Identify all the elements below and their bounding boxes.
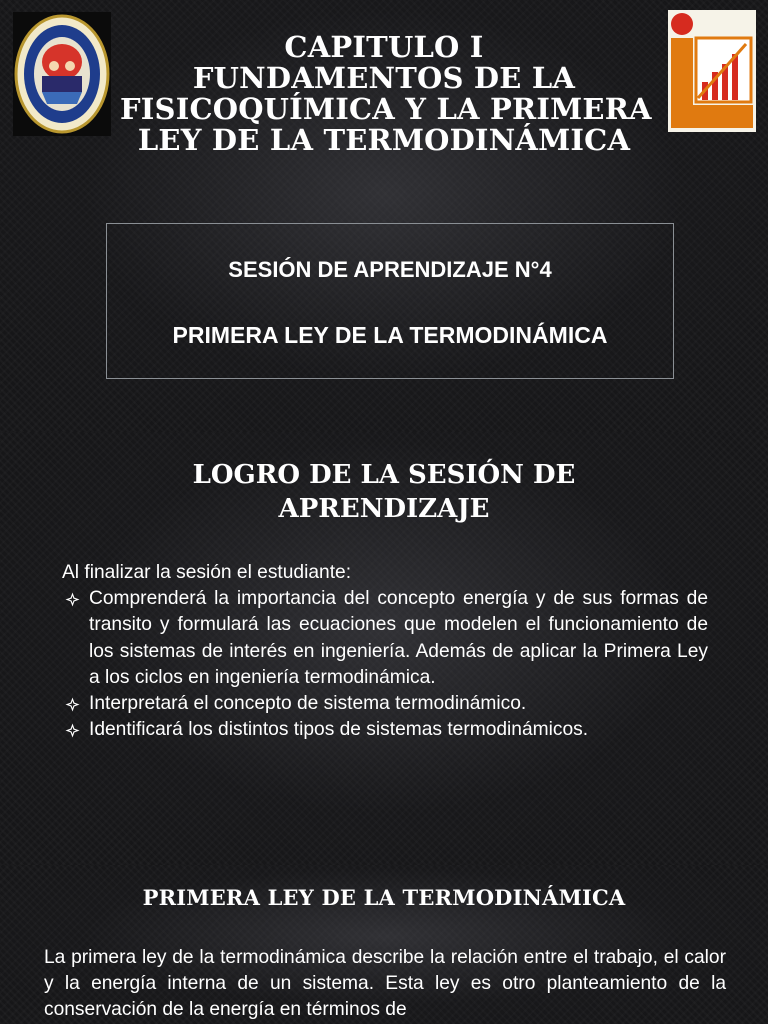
slide-logro	[0, 432, 768, 865]
logro-title-line: APRENDIZAJE	[278, 494, 490, 524]
logro-title	[0, 458, 768, 526]
diamond-bullet-icon	[65, 697, 80, 712]
bullet-text: Interpretará el concepto de sistema termodinámico.	[89, 693, 527, 715]
session-number: SESIÓN DE APRENDIZAJE N°4	[228, 257, 552, 282]
chapter-title-line: LEY DE LA TERMODINÁMICA	[137, 123, 631, 157]
slide-cover	[0, 0, 768, 432]
logro-intro: Al finalizar la sesión el estudiante:	[62, 562, 352, 583]
logro-bullets	[62, 586, 708, 743]
diamond-bullet-icon	[65, 592, 80, 607]
slide-primera-ley	[0, 865, 768, 1024]
diamond-bullet-icon	[65, 723, 80, 738]
list-item	[62, 586, 708, 691]
faculty-logo-icon	[668, 10, 756, 132]
session-topic: PRIMERA LEY DE LA TERMODINÁMICA	[172, 322, 608, 348]
university-seal-icon	[13, 12, 111, 136]
session-box	[106, 223, 674, 379]
chapter-title	[120, 30, 652, 157]
bullet-text: Comprenderá la importancia del concepto energía y de sus formas de transito y formulará las ecuaciones que modelen el funcionamiento de los sistemas de interés en ingeniería. Además de aplicar la Primera Ley a los ciclos en ingeniería termodinámica.	[89, 588, 708, 688]
list-item	[62, 717, 708, 743]
logro-body	[62, 560, 708, 743]
logro-title-line: LOGRO DE LA SESIÓN DE	[192, 460, 576, 490]
chapter-title-line: FISICOQUÍMICA Y LA PRIMERA	[120, 92, 652, 126]
chapter-title-line: FUNDAMENTOS DE LA	[192, 61, 576, 95]
bullet-text: Identificará los distintos tipos de sistemas termodinámicos.	[89, 719, 589, 741]
chapter-title-line: CAPITULO I	[284, 30, 484, 64]
list-item	[62, 691, 708, 717]
primera-ley-title: PRIMERA LEY DE LA TERMODINÁMICA	[142, 885, 626, 910]
primera-ley-text: La primera ley de la termodinámica describe la relación entre el trabajo, el calor y la energía interna de un sistema. Esta ley es otro planteamiento de la conservación de la energía en términos de	[44, 947, 726, 1021]
